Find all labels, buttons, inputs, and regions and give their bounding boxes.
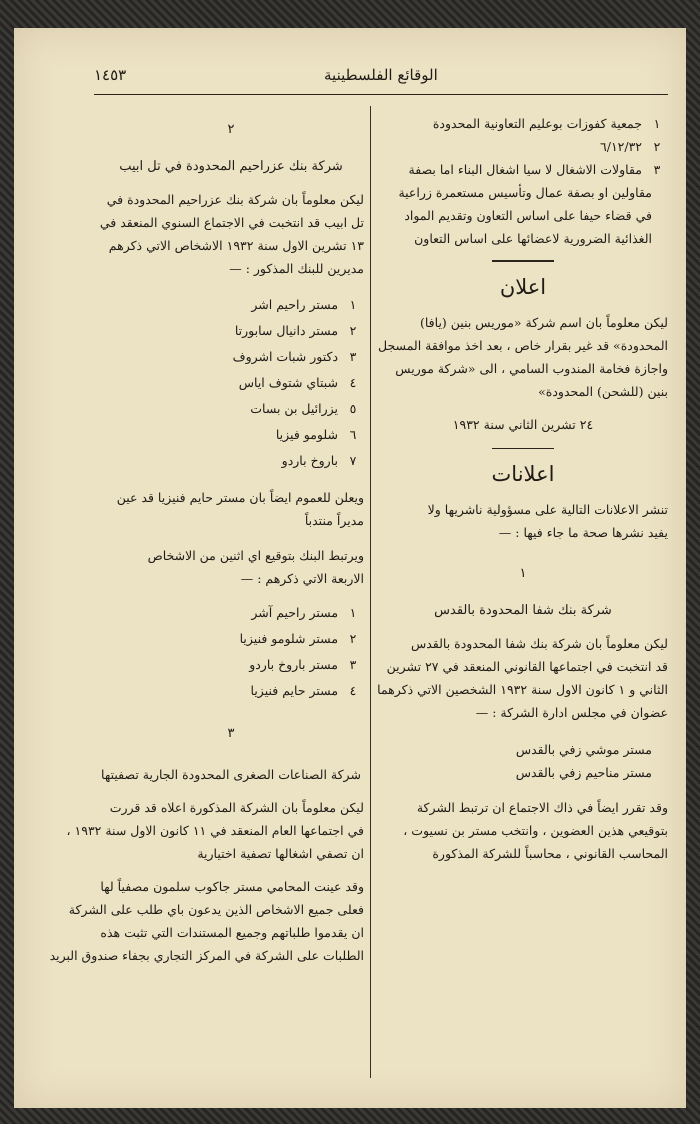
notice-date: ٢٤ تشرين الثاني سنة ١٩٣٢ <box>452 416 594 432</box>
list-item: ١ مستر راحيم آشر <box>251 605 357 620</box>
document-page <box>14 28 686 1108</box>
list-item: ١ جمعية كفوزات بوعليم التعاونية المحدودة <box>432 116 661 131</box>
text-line: واجازة فخامة المندوب السامي ، الى «شركة موريس <box>395 360 668 376</box>
list-item: ١ مستر راحيم اشر <box>251 297 357 312</box>
notice-paragraph <box>98 486 364 532</box>
notice-number: ١ <box>519 566 527 581</box>
notice-paragraph <box>378 796 668 865</box>
list-item: ٣ مقاولات الاشغال لا سيا اشغال البناء اما بصفة <box>408 162 661 177</box>
text-line: ويرتبط البنك بتوقيع اي اثنين من الاشخاص <box>147 548 364 563</box>
notice-title: شركة الصناعات الصغرى المحدودة الجارية تصفيتها <box>101 767 361 782</box>
text-line: مديراً منتدباً <box>304 513 364 528</box>
text-line: ليكن معلوماً بان الشركة المذكورة اعلاه قد قررت <box>109 800 364 815</box>
text-line: الطلبات على الشركة في المركز التجاري بجفاء صندوق البريد <box>49 948 364 963</box>
notice-number: ٣ <box>227 726 235 741</box>
list-item: ٢ مستر شلومو فنيزيا <box>239 631 357 646</box>
right-column <box>378 112 668 865</box>
text-line: وقد عينت المحامي مستر جاكوب سلمون مصفياً لها <box>100 879 364 894</box>
list-item: ٣ مستر باروخ باردو <box>249 657 357 672</box>
text-line: بتوقيعي هذين العضوين ، وانتخب مستر بن نسيوت ، <box>403 823 668 838</box>
page-number: ١٤٥٣ <box>94 66 127 84</box>
notice-paragraph <box>378 632 668 724</box>
society-details <box>378 112 668 250</box>
text-line: وقد تقرر ايضاً في ذاك الاجتماع ان ترتبط الشركة <box>416 800 668 815</box>
list-item: ٥ يزرائيل بن بسات <box>250 401 357 416</box>
text-line: ان يقدموا طلباتهم وجميع المستندات التي تثبت هذه <box>100 925 364 940</box>
text-line: الغذائية الضرورية لاعضائها على اساس التعاون <box>414 231 652 246</box>
notice-title: شركة بنك شفا المحدودة بالقدس <box>434 603 612 618</box>
page-header <box>94 62 668 95</box>
notice-paragraph <box>378 311 668 403</box>
text-line: يفيد نشرها صحة ما جاء فيها : — <box>498 525 668 540</box>
notice-paragraph <box>98 188 364 280</box>
signatories-list <box>98 600 364 704</box>
notice-paragraph <box>49 875 364 967</box>
text-line: الاربعة الاتي ذكرهم : — <box>240 571 364 586</box>
text-line: عضوان في مجلس ادارة الشركة : — <box>475 705 668 720</box>
text-line: ليكن معلوماً بان اسم شركة «موريس بنين (يافا) <box>419 314 668 330</box>
list-item: ٦ شلومو فيزيا <box>275 427 357 442</box>
text-line: مقاولين او بصفة عمال وتأسيس مستعمرة زراعية <box>398 185 652 200</box>
text-line: تل ابيب قد انتخبت في الاجتماع السنوي المنعقد في <box>99 215 364 230</box>
text-line: في اجتماعها العام المنعقد في ١١ كانون الاول سنة ١٩٣٢ ، <box>66 823 364 838</box>
text-line: ويعلن للعموم ايضاً بان مستر حايم فنيزيا قد عين <box>116 490 364 505</box>
text-line: ليكن معلوماً بان شركة بنك عزراحيم المحدودة في <box>106 192 364 207</box>
text-line: في قضاء حيفا على اساس التعاون وتقديم المواد <box>404 208 652 223</box>
list-item: ٧ باروخ باردو <box>281 453 357 468</box>
section-divider <box>492 260 554 262</box>
list-item: ٤ شبتاي شتوف اياس <box>238 375 357 390</box>
column-divider <box>370 106 371 1078</box>
section-heading: اعلانات <box>491 462 555 486</box>
list-item: مستر موشي زفي بالقدس <box>515 742 652 757</box>
list-item: ٢ ٦/١٢/٣٢ <box>600 139 661 154</box>
section-heading: اعلان <box>499 274 547 299</box>
gazette-title: الوقائع الفلسطينية <box>324 66 438 84</box>
text-line: المحاسب القانوني ، محاسباً للشركة المذكورة <box>432 846 668 861</box>
text-line: فعلى جميع الاشخاص الذين يدعون باي طلب على الشركة <box>68 902 364 917</box>
directors-list <box>98 292 364 474</box>
text-line: ان تصفي اشغالها تصفية اختيارية <box>197 846 364 861</box>
text-line: ١٣ تشرين الاول سنة ١٩٣٢ الاشخاص الاتي ذكرهم <box>108 238 364 253</box>
notice-paragraph <box>66 796 364 865</box>
notice-title: شركة بنك عزراحيم المحدودة في تل ابيب <box>119 159 343 174</box>
notice-paragraph <box>98 544 364 590</box>
list-item: ٣ دكتور شبات اشروف <box>232 349 357 364</box>
notice-number: ٢ <box>227 122 235 137</box>
list-item: ٢ مستر دانيال سابورتا <box>234 323 357 338</box>
text-line: مديرين للبنك المذكور : — <box>229 261 364 276</box>
notices-intro <box>378 498 668 544</box>
text-line: المحدودة» قد غير بقرار خاص ، بعد اخذ موافقة المسجل <box>378 337 668 353</box>
list-item: مستر مناحيم زفي بالقدس <box>515 765 652 780</box>
text-line: بنين (للشحن) المحدودة» <box>538 383 668 399</box>
text-line: ليكن معلوماً بان شركة بنك شفا المحدودة بالقدس <box>410 636 668 651</box>
text-line: تنشر الاعلانات التالية على مسؤولية ناشريها ولا <box>427 502 668 517</box>
text-line: قد انتخبت في اجتماعها القانوني المنعقد في ٢٧ تشرين <box>386 659 668 674</box>
section-divider <box>492 448 554 450</box>
text-line: الثاني و ١ كانون الاول سنة ١٩٣٢ الشخصين الاتي ذكرهما <box>377 682 668 697</box>
member-list <box>378 738 668 784</box>
left-column <box>49 112 364 967</box>
list-item: ٤ مستر حايم فنيزيا <box>250 683 357 698</box>
